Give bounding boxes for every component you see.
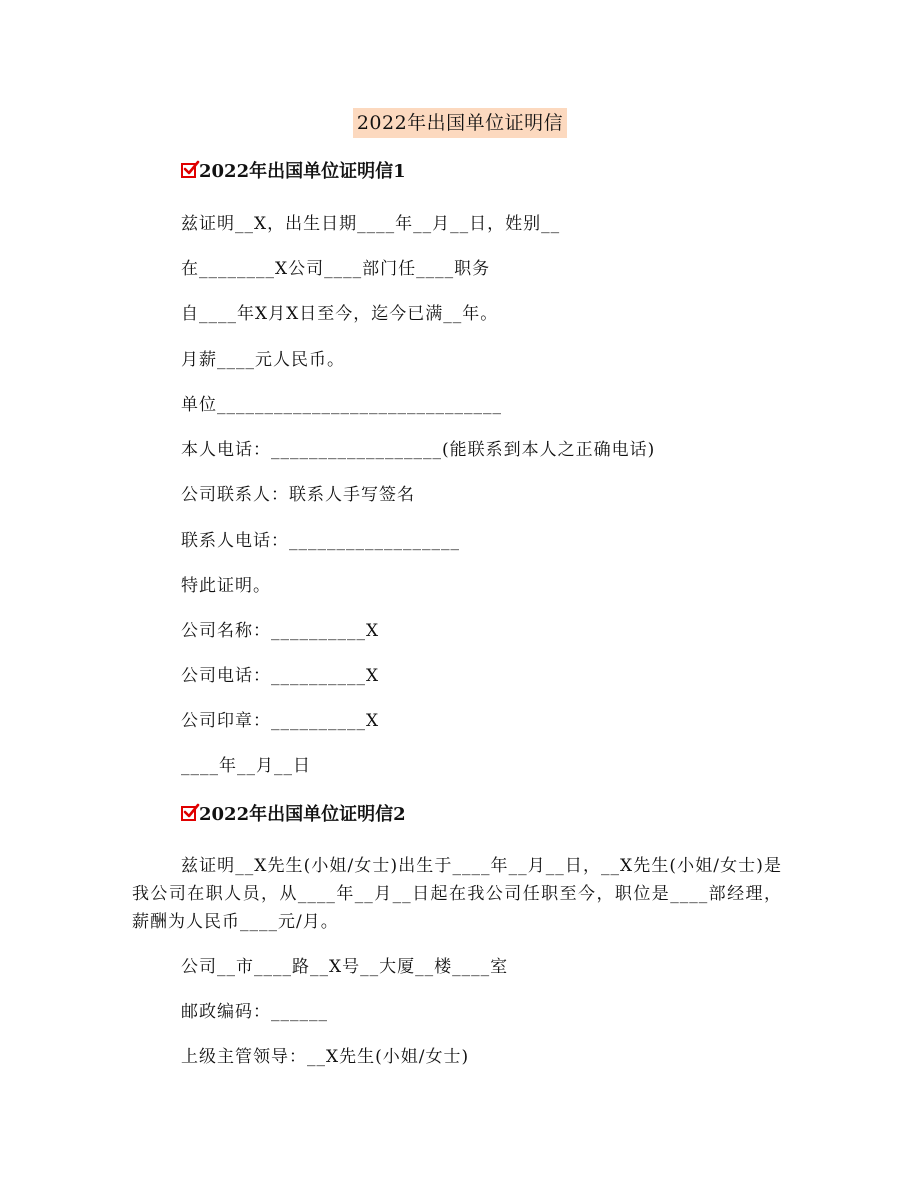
s2-paragraph: 兹证明__X先生(小姐/女士)出生于____年__月__日，__X先生(小姐/女士)是我公司在职人员，从____年__月__日起在我公司任职至今，职位是____部经理，薪酬为人民币____元/月。 [132,856,782,932]
s1-line-9: 特此证明。 [181,576,271,596]
section-2-heading-text: 2022年出国单位证明信2 [199,804,406,825]
checkbox-icon [181,163,196,178]
document-title: 2022年出国单位证明信 [353,108,567,138]
s2-line-3: 上级主管领导：__X先生(小姐/女士) [181,1047,470,1067]
s1-line-7: 公司联系人：联系人手写签名 [181,485,415,505]
s1-line-13: ____年__月__日 [181,756,311,776]
section-1-heading [181,160,406,184]
document-title-wrapper [0,108,920,138]
s1-line-1: 兹证明__X，出生日期____年__月__日，姓别__ [181,214,561,234]
s1-line-5: 单位______________________________ [181,395,502,415]
s2-line-1: 公司__市____路__X号__大厦__楼____室 [181,957,509,977]
s1-line-12: 公司印章：__________X [181,711,380,731]
s1-line-2: 在________X公司____部门任____职务 [181,259,491,279]
s1-line-11: 公司电话：__________X [181,666,380,686]
s1-line-6: 本人电话：__________________(能联系到本人之正确电话) [181,440,656,460]
s2-line-2: 邮政编码：______ [181,1002,328,1022]
s1-line-10: 公司名称：__________X [181,621,380,641]
section-2-heading [181,803,406,827]
section-1-heading-text: 2022年出国单位证明信1 [199,161,406,182]
s1-line-8: 联系人电话：__________________ [181,531,460,551]
s1-line-4: 月薪____元人民币。 [181,350,345,370]
s1-line-3: 自____年X月X日至今，迄今已满__年。 [181,304,499,324]
checkbox-icon [181,806,196,821]
